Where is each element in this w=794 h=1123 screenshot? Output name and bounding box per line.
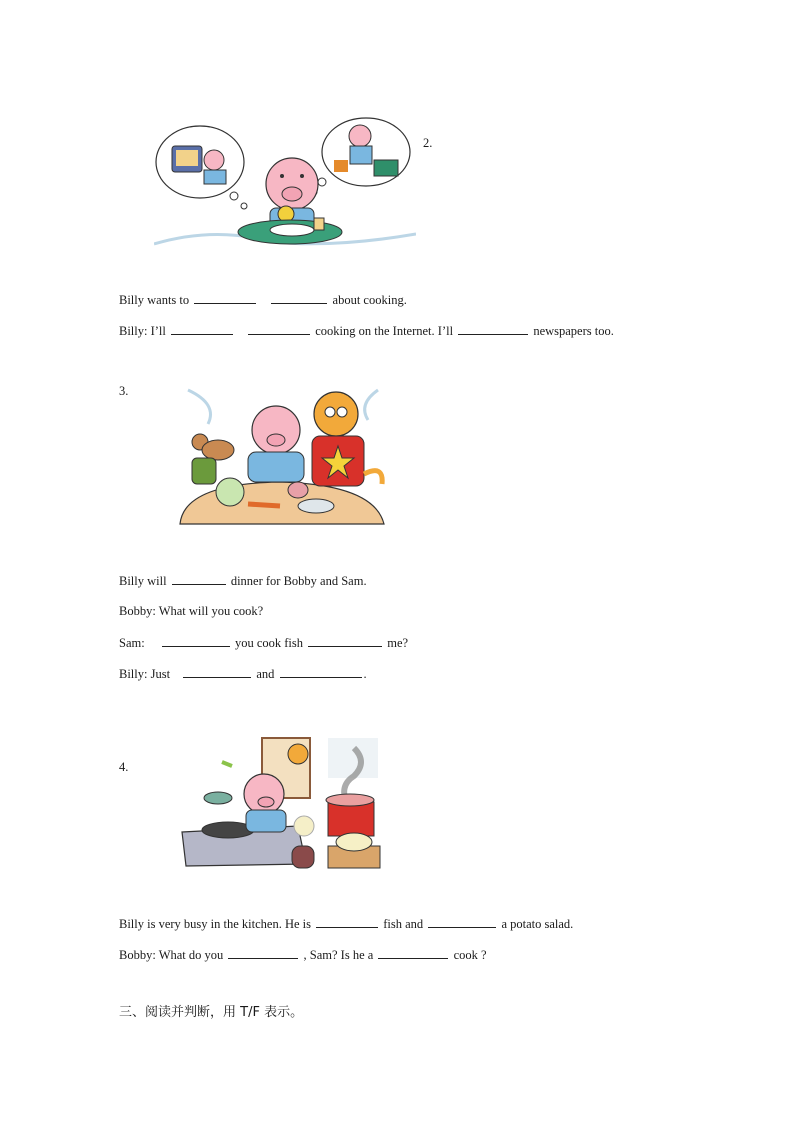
text: you cook fish (234, 636, 304, 650)
illustration-billy-busy-cooking (178, 736, 390, 876)
answer-blank[interactable] (228, 946, 298, 959)
text: Bobby: What do you (119, 948, 224, 962)
answer-blank[interactable] (271, 291, 327, 304)
answer-blank[interactable] (308, 634, 382, 647)
text: Billy wants to (119, 293, 190, 307)
sentence-3-4 (119, 665, 367, 682)
text: fish and (383, 917, 424, 931)
sentence-4-1 (119, 915, 573, 932)
text: me? (387, 636, 409, 650)
text: Billy: Just (119, 667, 171, 681)
answer-blank[interactable] (316, 915, 378, 928)
answer-blank[interactable] (378, 946, 448, 959)
answer-blank[interactable] (428, 915, 496, 928)
text: about cooking. (332, 293, 407, 307)
answer-blank[interactable] (172, 572, 226, 585)
text: Billy: I’ll (119, 324, 166, 338)
text: Billy will (119, 574, 167, 588)
question-number-4: 4. (119, 760, 129, 774)
question-number-2: 2. (423, 136, 433, 150)
text: cook ? (453, 948, 487, 962)
text: , Sam? Is he a (303, 948, 374, 962)
text: a potato salad. (501, 917, 574, 931)
answer-blank[interactable] (171, 322, 233, 335)
text: dinner for Bobby and Sam. (230, 574, 367, 588)
illustration-billy-bobby-sam-kitchen (178, 384, 390, 526)
answer-blank[interactable] (162, 634, 230, 647)
answer-blank[interactable] (183, 665, 251, 678)
answer-blank[interactable] (280, 665, 362, 678)
text: cooking on the Internet. I’ll (315, 324, 454, 338)
answer-blank[interactable] (194, 291, 256, 304)
text: Billy is very busy in the kitchen. He is (119, 917, 311, 931)
question-number-3: 3. (119, 384, 129, 398)
sentence-2-1 (119, 291, 407, 308)
text: newspapers too. (533, 324, 614, 338)
text: Bobby: What will you cook? (119, 604, 264, 618)
sentence-2-2 (119, 322, 614, 339)
sentence-4-2 (119, 946, 487, 963)
text: . (363, 667, 367, 681)
illustration-billy-thinking (154, 116, 416, 250)
section-heading-part3: 三、阅读并判断，用 T/F 表示。 (119, 1005, 304, 1020)
sentence-3-3 (119, 634, 408, 651)
sentence-3-2 (119, 603, 263, 619)
text: and (256, 667, 275, 681)
text: Sam: (119, 636, 145, 650)
sentence-3-1 (119, 572, 367, 589)
answer-blank[interactable] (248, 322, 310, 335)
answer-blank[interactable] (458, 322, 528, 335)
